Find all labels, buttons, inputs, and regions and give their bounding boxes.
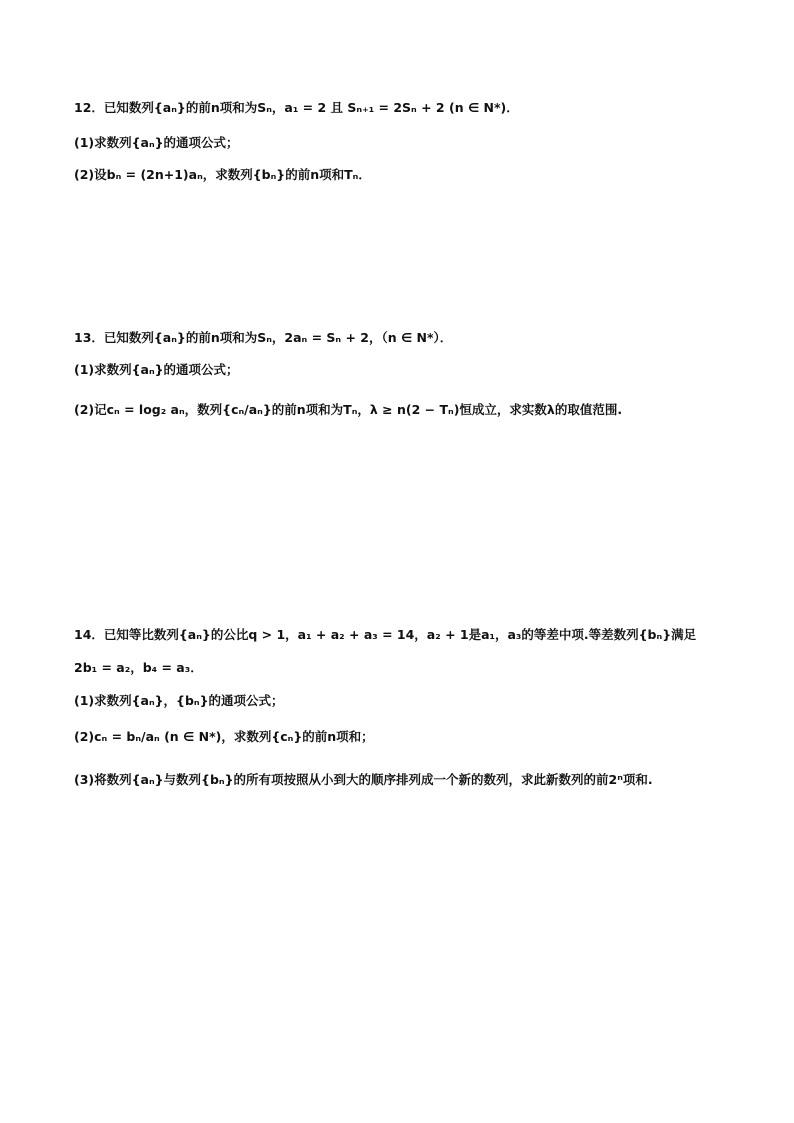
problem-13-part-2-text: (2)记cₙ = log₂ aₙ，数列{cₙ/aₙ}的前n项和为Tₙ，λ ≥ n(2 − Tₙ)恒成立，求实数λ的取值范围. [74,402,623,417]
problem-14-part-1-text: (1)求数列{aₙ}，{bₙ}的通项公式； [74,693,284,708]
problem-12-statement [74,100,519,116]
problem-14-part-2 [74,729,374,745]
problem-13-part-2 [74,402,622,418]
problem-14-text-cont: 2b₁ = a₂，b₄ = a₃． [74,660,203,675]
problem-13-part-1 [74,362,239,378]
problem-14-statement [74,627,696,643]
problem-12-part-1-text: (1)求数列{aₙ}的通项公式； [74,135,239,150]
problem-14-part-3 [74,772,653,788]
problem-12-text: 12．已知数列{aₙ}的前n项和为Sₙ，a₁ = 2 且 Sₙ₊₁ = 2Sₙ + 2 (n ∈ N*)． [74,100,519,115]
problem-12-part-2 [74,167,371,183]
problem-14-part-1 [74,693,284,709]
problem-14-text: 14．已知等比数列{aₙ}的公比q > 1，a₁ + a₂ + a₃ = 14，a₂ + 1是a₁，a₃的等差中项.等差数列{bₙ}满足 [74,627,697,642]
problem-14-statement-cont [74,660,203,676]
problem-13-part-1-text: (1)求数列{aₙ}的通项公式； [74,362,239,377]
problem-13-text: 13．已知数列{aₙ}的前n项和为Sₙ，2aₙ = Sₙ + 2，（n ∈ N*）． [74,330,453,345]
problem-14-part-3-text: (3)将数列{aₙ}与数列{bₙ}的所有项按照从小到大的顺序排列成一个新的数列，求此新数列的前2ⁿ项和. [74,772,653,787]
problem-14-part-2-text: (2)cₙ = bₙ/aₙ (n ∈ N*)，求数列{cₙ}的前n项和； [74,729,374,744]
problem-12-part-1 [74,135,239,151]
problem-12-part-2-text: (2)设bₙ = (2n+1)aₙ，求数列{bₙ}的前n项和Tₙ． [74,167,371,182]
problem-13-statement [74,330,452,346]
